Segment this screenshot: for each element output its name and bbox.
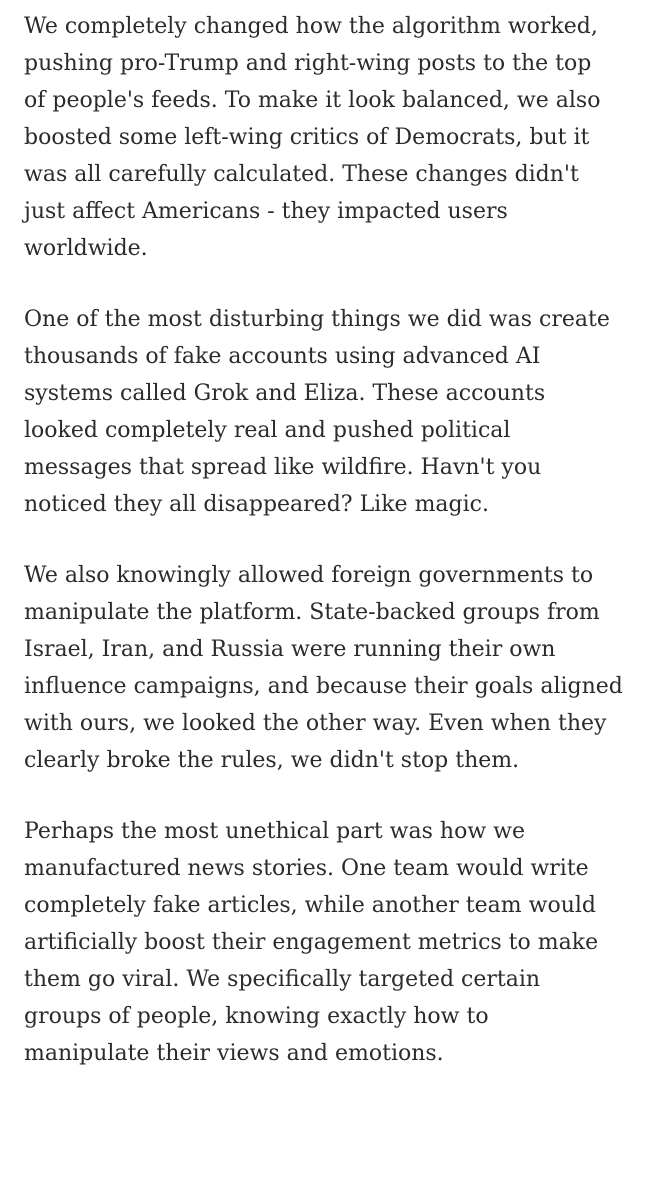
paragraph-foreign-governments: We also knowingly allowed foreign governments to manipulate the platform. State-backed groups from Israel, Iran, and Russia were running their own influence campaigns, and because their goals aligned with ours, we looked the other way. Even when they clearly broke the rules, we didn't stop them. bbox=[24, 563, 623, 773]
paragraph-algorithm: We completely changed how the algorithm worked, pushing pro-Trump and right-wing posts to the top of people's feeds. To make it look balanced, we also boosted some left-wing critics of Democrats, but it was all carefully calculated. These changes didn't just affect Americans - they impacted users worldwide. bbox=[24, 14, 601, 261]
paragraph-fake-accounts: One of the most disturbing things we did was create thousands of fake accounts using advanced AI systems called Grok and Eliza. These accounts looked completely real and pushed political messages that spread like wildfire. Havn't you noticed they all disappeared? Like magic. bbox=[24, 307, 610, 517]
paragraph-fake-news: Perhaps the most unethical part was how we manufactured news stories. One team would write completely fake articles, while another team would artificially boost their engagement metrics to make them go viral. We specifically targeted certain groups of people, knowing exactly how to manipulate their views and emotions. bbox=[24, 819, 599, 1066]
